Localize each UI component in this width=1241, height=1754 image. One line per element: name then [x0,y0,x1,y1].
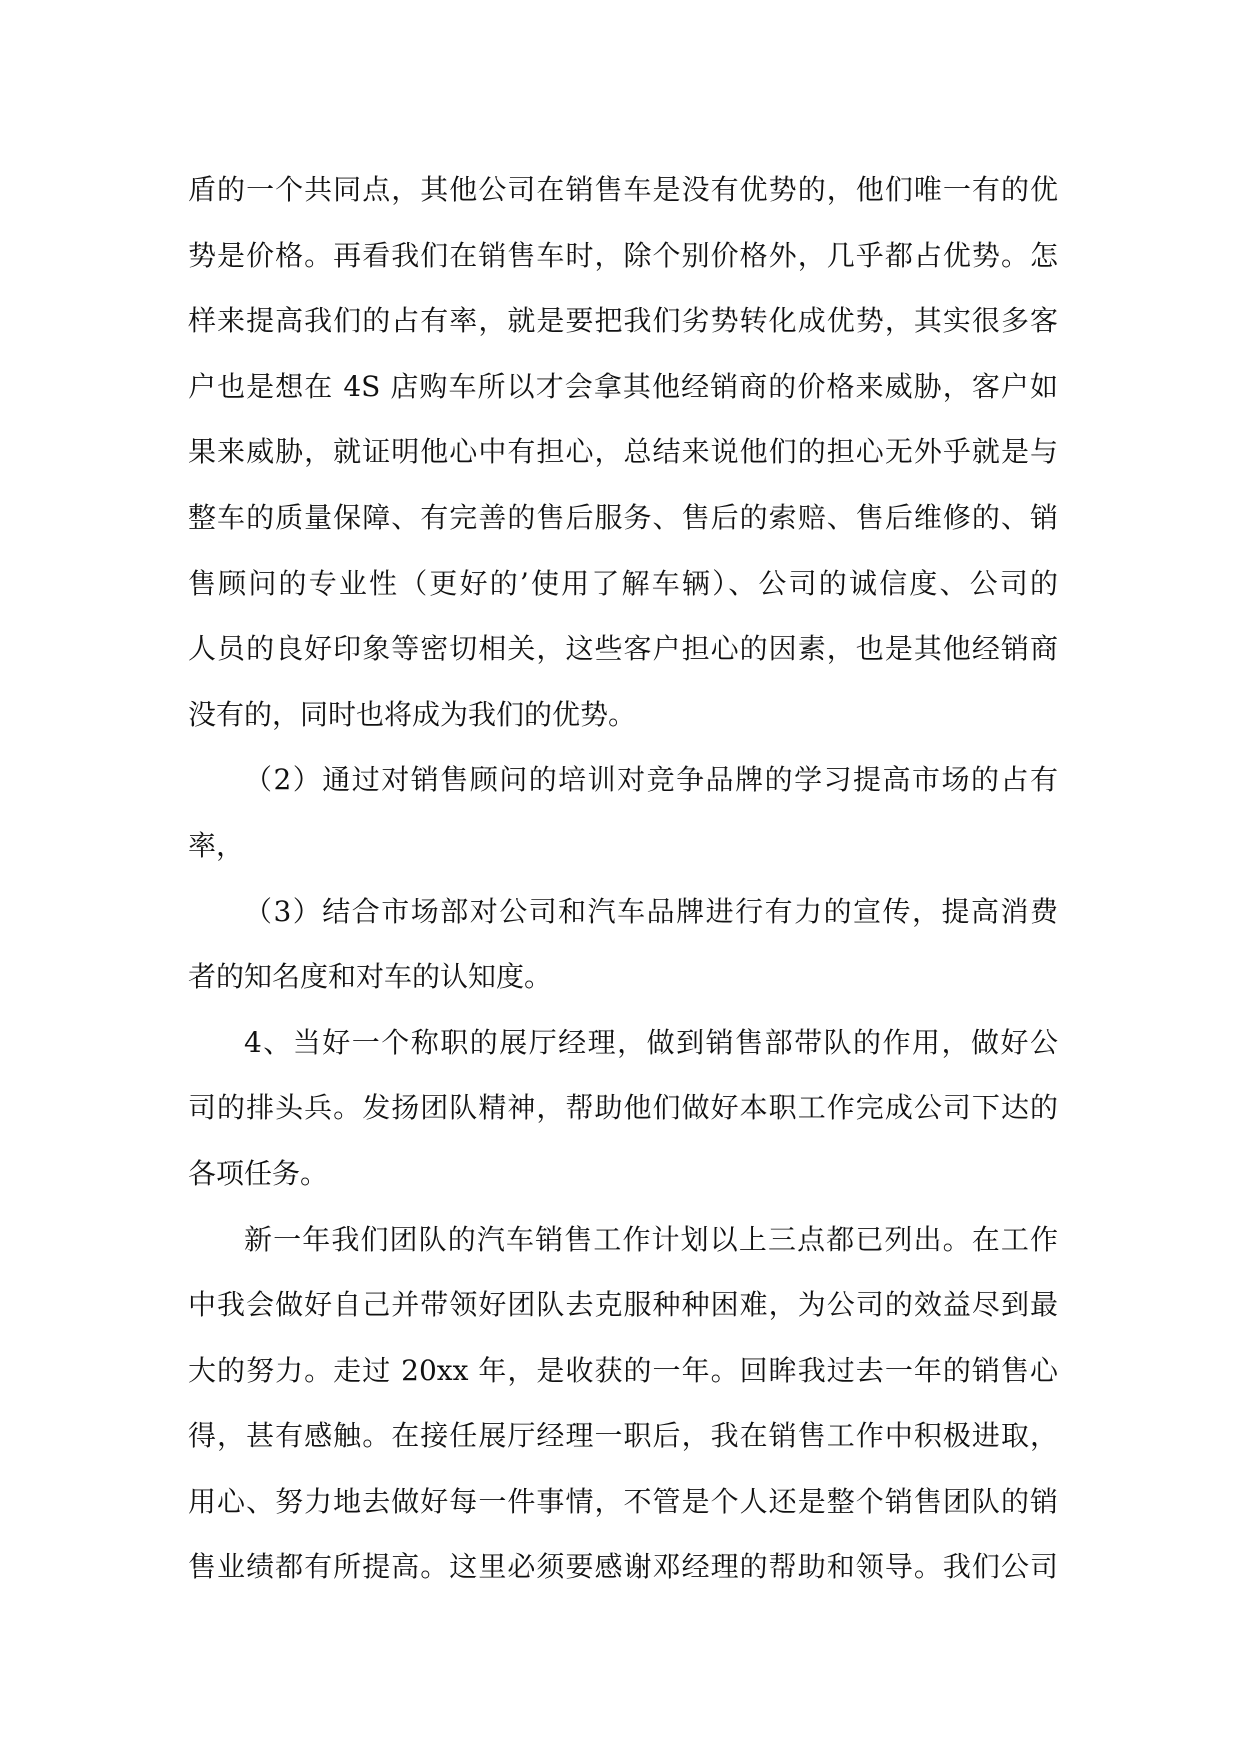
text-line: 大的努力。走过 20xx 年，是收获的一年。回眸我过去一年的销售心 [188,1353,1058,1387]
text-line: 售业绩都有所提高。这里必须要感谢邓经理的帮助和领导。我们公司 [188,1550,1058,1584]
text-line: （2）通过对销售顾问的培训对竞争品牌的学习提高市场的占有 [244,763,1058,797]
text-line: 盾的一个共同点，其他公司在销售车是没有优势的，他们唯一有的优 [188,173,1058,206]
text-line: 售顾问的专业性（更好的’使用了解车辆）、公司的诚信度、公司的 [188,566,1058,600]
text-line: 用心、努力地去做好每一件事情，不管是个人还是整个销售团队的销 [188,1484,1058,1518]
text-line: 者的知名度和对车的认知度。 [188,960,553,994]
text-line: 样来提高我们的占有率，就是要把我们劣势转化成优势，其实很多客 [188,304,1058,338]
text-line: 率， [188,828,245,862]
text-line: 户也是想在 4S 店购车所以才会拿其他经销商的价格来威胁，客户如 [188,369,1058,403]
text-line: （3）结合市场部对公司和汽车品牌进行有力的宣传，提高消费 [244,894,1058,928]
text-line: 司的排头兵。发扬团队精神，帮助他们做好本职工作完成公司下达的 [188,1091,1058,1125]
text-line: 各项任务。 [188,1156,329,1190]
text-line: 4、当好一个称职的展厅经理，做到销售部带队的作用，做好公 [244,1025,1058,1059]
text-line: 势是价格。再看我们在销售车时，除个别价格外，几乎都占优势。怎 [188,238,1058,272]
document-body [188,157,1058,1600]
text-line: 中我会做好自己并带领好团队去克服种种困难，为公司的效益尽到最 [188,1288,1058,1322]
text-line: 没有的，同时也将成为我们的优势。 [188,697,637,731]
text-line: 新一年我们团队的汽车销售工作计划以上三点都已列出。在工作 [244,1222,1058,1256]
text-line: 果来威胁，就证明他心中有担心，总结来说他们的担心无外乎就是与 [188,435,1058,469]
text-line: 人员的良好印象等密切相关，这些客户担心的因素，也是其他经销商 [188,632,1058,666]
text-line: 得，甚有感触。在接任展厅经理一职后，我在销售工作中积极进取， [188,1419,1058,1453]
text-line: 整车的质量保障、有完善的售后服务、售后的索赔、售后维修的、销 [188,500,1058,534]
